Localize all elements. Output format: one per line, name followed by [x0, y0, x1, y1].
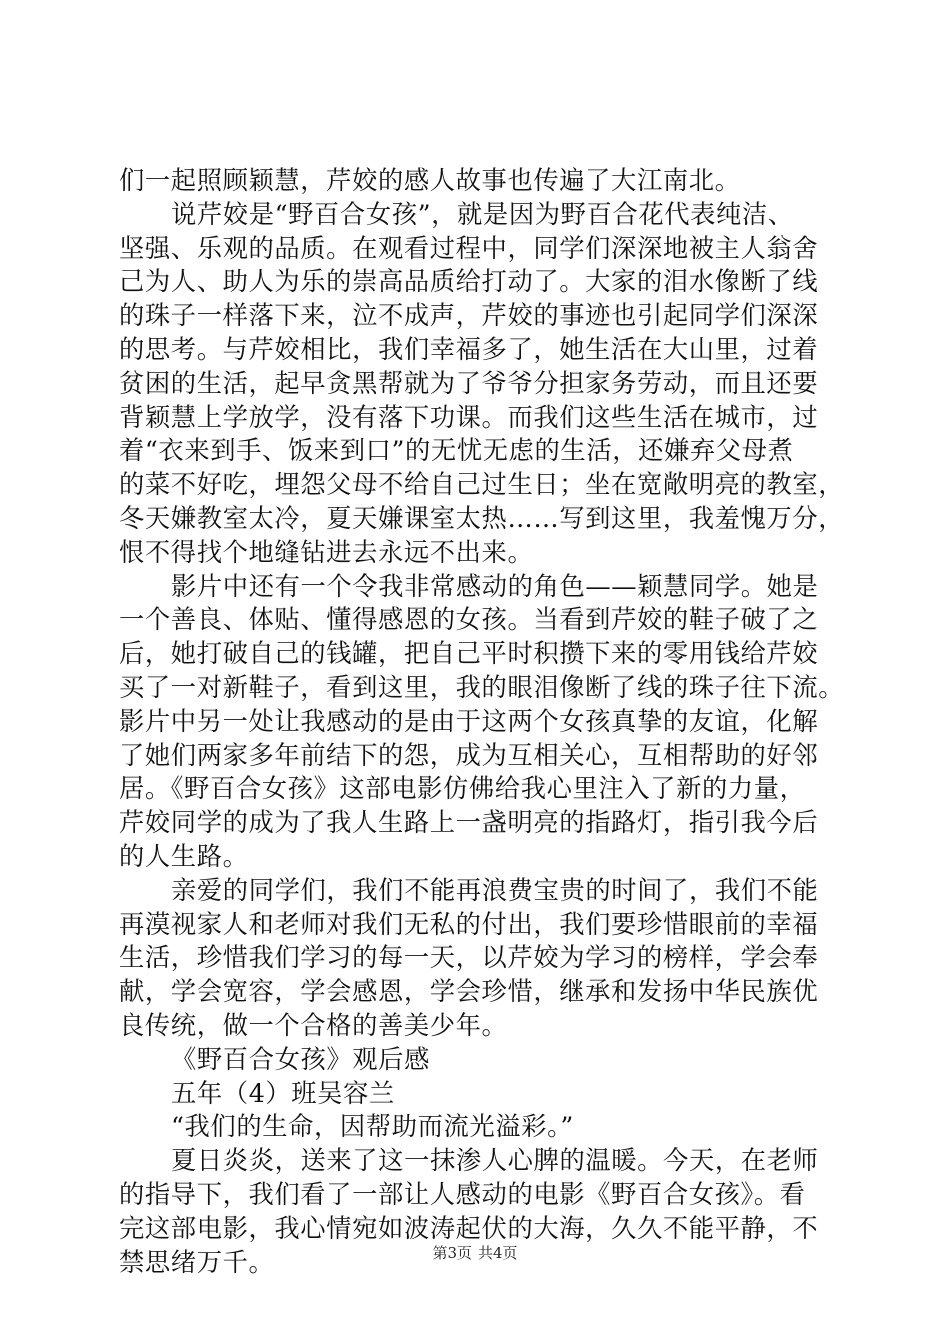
- text-line: 的菜不好吃，埋怨父母不给自己过生日；坐在宽敞明亮的教室，: [119, 470, 845, 500]
- text-line: 再漠视家人和老师对我们无私的付出，我们要珍惜眼前的幸福: [119, 909, 819, 939]
- text-line: 献，学会宽容，学会感恩，学会珍惜，继承和发扬中华民族优: [119, 977, 819, 1007]
- text-line: 说芹姣是“野百合女孩”，就是因为野百合花代表纯洁、: [171, 199, 794, 229]
- text-line: 买了一对新鞋子，看到这里，我的眼泪像断了线的珠子往下流。: [119, 672, 845, 702]
- text-line: 们一起照顾颖慧，芹姣的感人故事也传遍了大江南北。: [119, 166, 741, 195]
- text-line: 亲爱的同学们，我们不能再浪费宝贵的时间了，我们不能: [171, 875, 819, 905]
- article-author: 五年（4）班吴容兰: [171, 1078, 395, 1108]
- text-line: 贫困的生活，起早贪黑帮就为了爷爷分担家务劳动，而且还要: [119, 368, 819, 398]
- text-line: 背颖慧上学放学，没有落下功课。而我们这些生活在城市，过: [119, 402, 819, 432]
- text-line: 己为人、助人为乐的崇高品质给打动了。大家的泪水像断了线: [119, 267, 819, 297]
- text-line: “我们的生命，因帮助而流光溢彩。”: [171, 1112, 574, 1142]
- page-number: 第3页: [432, 1244, 472, 1262]
- text-line: 良传统，做一个合格的善美少年。: [119, 1010, 508, 1040]
- page-total: 共4页: [478, 1244, 518, 1262]
- text-line: 影片中另一处让我感动的是由于这两个女孩真挚的友谊，化解: [119, 706, 819, 736]
- text-line: 着“衣来到手、饭来到口”的无忧无虑的生活，还嫌弃父母煮: [119, 436, 794, 466]
- body-text: [119, 164, 845, 1279]
- page-footer: [0, 1243, 950, 1263]
- text-line: 的思考。与芹姣相比，我们幸福多了，她生活在大山里，过着: [119, 334, 819, 364]
- text-line: 后，她打破自己的钱罐，把自己平时积攒下来的零用钱给芹姣: [119, 639, 819, 669]
- text-line: 禁思绪万千。: [119, 1247, 275, 1277]
- text-line: 生活，珍惜我们学习的每一天，以芹姣为学习的榜样，学会奉: [119, 943, 819, 973]
- text-line: 冬天嫌教室太冷，夏天嫌课室太热……写到这里，我羞愧万分，: [119, 503, 845, 533]
- text-line: 影片中还有一个令我非常感动的角色——颖慧同学。她是: [171, 571, 819, 601]
- text-line: 芹姣同学的成为了我人生路上一盏明亮的指路灯，指引我今后: [119, 808, 819, 838]
- text-line: 的人生路。: [119, 841, 249, 871]
- text-line: 坚强、乐观的品质。在观看过程中，同学们深深地被主人翁舍: [119, 233, 819, 263]
- text-line: 一个善良、体贴、懂得感恩的女孩。当看到芹姣的鞋子破了之: [119, 605, 819, 635]
- text-line: 的珠子一样落下来，泣不成声，芹姣的事迹也引起同学们深深: [119, 301, 819, 331]
- text-line: 夏日炎炎，送来了这一抹渗人心脾的温暖。今天，在老师: [171, 1146, 819, 1176]
- text-line: 恨不得找个地缝钻进去永远不出来。: [119, 537, 534, 567]
- text-line: 了她们两家多年前结下的怨，成为互相关心，互相帮助的好邻: [119, 740, 819, 770]
- text-line: 的指导下，我们看了一部让人感动的电影《野百合女孩》。看: [119, 1179, 806, 1209]
- text-line: 居。《野百合女孩》这部电影仿佛给我心里注入了新的力量，: [119, 774, 806, 804]
- article-title: 《野百合女孩》观后感: [171, 1044, 430, 1074]
- text-line: 完这部电影，我心情宛如波涛起伏的大海，久久不能平静，不: [119, 1213, 819, 1243]
